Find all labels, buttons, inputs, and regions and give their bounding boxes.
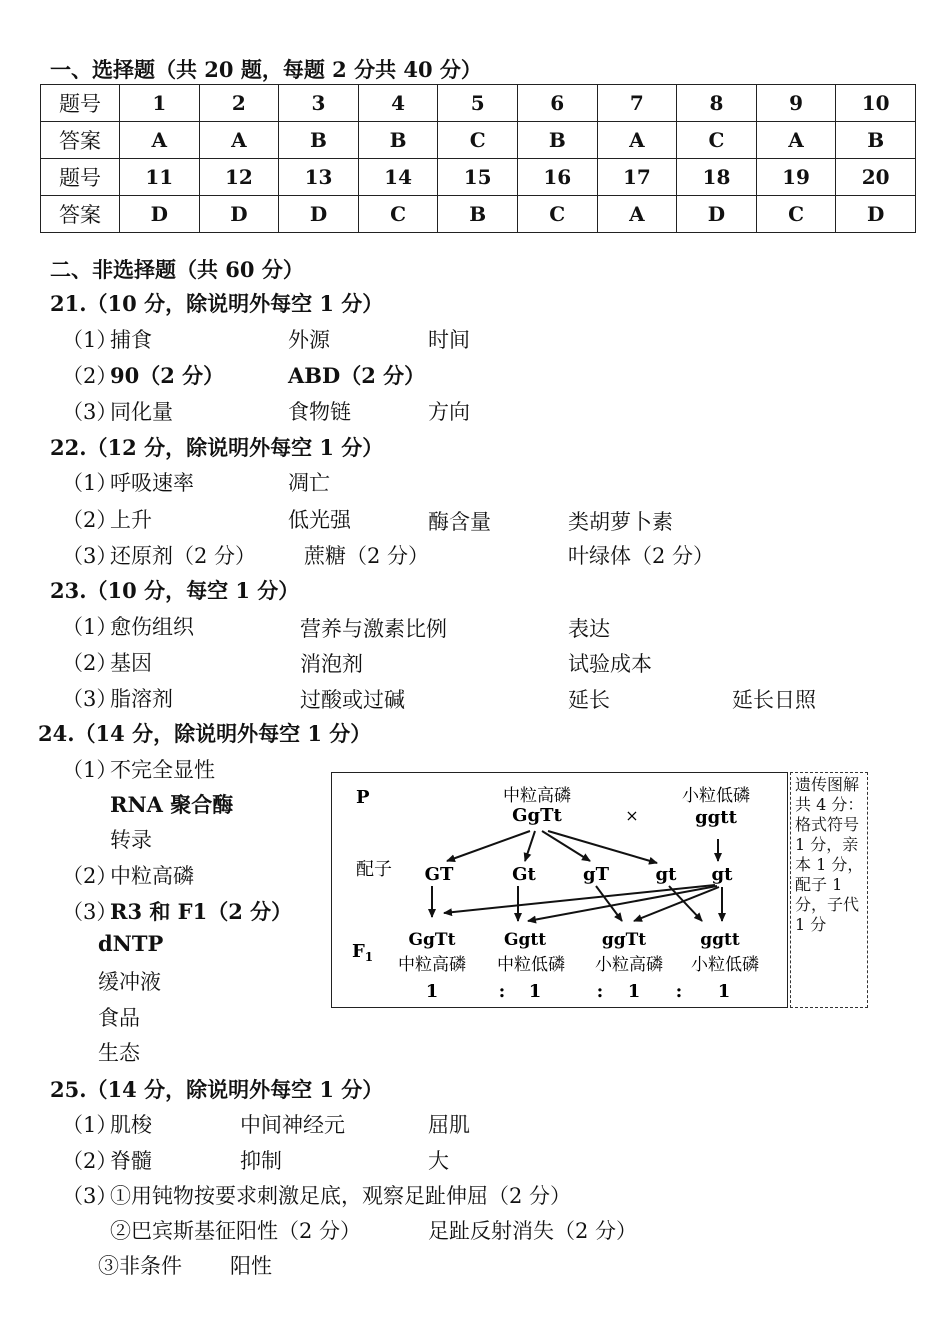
q25-p3-a: ①用钝物按要求刺激足底，观察足趾伸屈（2 分） xyxy=(110,1184,572,1208)
ratio-value: 1 xyxy=(528,981,542,1002)
answer-cell: 19 xyxy=(756,159,836,196)
section1-title: 一、选择题（共 20 题，每题 2 分共 40 分） xyxy=(50,57,482,82)
q23-p1-c: 表达 xyxy=(568,617,610,641)
offspring-genotype: Ggtt xyxy=(503,930,547,950)
grading-note-box xyxy=(790,772,868,1008)
answer-table-row xyxy=(41,122,916,159)
q21-header: 21.（10 分，除说明外每空 1 分） xyxy=(50,291,384,316)
parent1-phenotype: 中粒高磷 xyxy=(503,786,571,806)
q25-p3-num: （3） xyxy=(62,1184,118,1208)
answer-cell: 1 xyxy=(120,85,200,122)
q21-p3-c: 方向 xyxy=(428,400,470,424)
answer-cell: 18 xyxy=(677,159,757,196)
ratio-separator: : xyxy=(596,981,604,1002)
q25-p2-c: 大 xyxy=(428,1149,449,1173)
q22-p2-a: 上升 xyxy=(110,508,152,532)
q21-p1-c: 时间 xyxy=(428,328,470,352)
q22-p2-d: 类胡萝卜素 xyxy=(568,510,673,534)
row-label: 题号 xyxy=(41,85,120,122)
answer-cell: 13 xyxy=(279,159,359,196)
answer-cell: A xyxy=(756,122,836,159)
answer-cell: B xyxy=(438,196,518,233)
answer-cell: D xyxy=(677,196,757,233)
q25-header: 25.（14 分，除说明外每空 1 分） xyxy=(50,1077,384,1102)
q22-p2-num: （2） xyxy=(62,508,118,532)
answer-cell: 20 xyxy=(836,159,916,196)
q23-p3-d: 延长日照 xyxy=(732,688,816,712)
answer-cell: 7 xyxy=(597,85,677,122)
q22-p3-a: 还原剂（2 分） xyxy=(110,544,257,568)
offspring-phenotype: 中粒低磷 xyxy=(497,955,565,975)
q22-p2-b: 低光强 xyxy=(288,508,351,532)
parent1-genotype: GgTt xyxy=(512,805,562,826)
answer-cell: 6 xyxy=(517,85,597,122)
q21-p2-a: 90（2 分） xyxy=(110,363,225,388)
q23-p3-num: （3） xyxy=(62,687,118,711)
answer-cell: 5 xyxy=(438,85,518,122)
answer-table xyxy=(40,84,916,233)
answer-cell: 9 xyxy=(756,85,836,122)
q22-p1-b: 凋亡 xyxy=(288,471,330,495)
q25-p3-e: 阳性 xyxy=(230,1254,272,1278)
q22-p1-a: 呼吸速率 xyxy=(110,471,194,495)
answer-cell: 4 xyxy=(358,85,438,122)
q21-p2-num: （2） xyxy=(62,364,118,388)
answer-cell: A xyxy=(199,122,279,159)
gamete-Gt: Gt xyxy=(512,864,536,885)
answer-cell: 11 xyxy=(120,159,200,196)
gamete-gT: gT xyxy=(583,864,609,885)
answer-cell: B xyxy=(517,122,597,159)
answer-cell: 17 xyxy=(597,159,677,196)
q25-p2-num: （2） xyxy=(62,1149,118,1173)
answer-cell: D xyxy=(199,196,279,233)
q21-p1-b: 外源 xyxy=(288,328,330,352)
q23-p2-num: （2） xyxy=(62,651,118,675)
q23-p1-b: 营养与激素比例 xyxy=(300,617,447,641)
gamete-arrows xyxy=(432,831,722,921)
answer-cell: C xyxy=(677,122,757,159)
q23-p3-b: 过酸或过碱 xyxy=(300,688,405,712)
ratio-value: 1 xyxy=(425,981,439,1002)
q22-p3-b: 蔗糖（2 分） xyxy=(304,544,430,568)
q25-p1-num: （1） xyxy=(62,1113,118,1137)
ratio-separator: : xyxy=(498,981,506,1002)
offspring-phenotype: 小粒低磷 xyxy=(691,955,759,975)
q21-p3-num: （3） xyxy=(62,400,118,424)
q23-p1-num: （1） xyxy=(62,615,118,639)
answer-cell: D xyxy=(836,196,916,233)
section2-title: 二、非选择题（共 60 分） xyxy=(50,257,304,282)
q25-p3-b: ②巴宾斯基征阳性（2 分） xyxy=(110,1219,362,1243)
answer-cell: D xyxy=(120,196,200,233)
offspring-genotype: GgTt xyxy=(408,930,456,950)
q23-header: 23.（10 分，每空 1 分） xyxy=(50,578,300,603)
genetic-diagram-svg xyxy=(332,773,787,1007)
answer-cell: B xyxy=(279,122,359,159)
offspring-phenotype: 中粒高磷 xyxy=(398,955,466,975)
q23-p1-a: 愈伤组织 xyxy=(110,615,194,639)
row-label: 题号 xyxy=(41,159,120,196)
q24-p1-c: 转录 xyxy=(110,828,152,852)
answer-cell: A xyxy=(597,122,677,159)
row-label: 答案 xyxy=(41,196,120,233)
parent2-genotype: ggtt xyxy=(695,807,737,828)
cross-symbol: × xyxy=(625,806,639,825)
genetic-diagram xyxy=(331,772,788,1008)
offspring-phenotype: 小粒高磷 xyxy=(595,955,663,975)
row-label: 答案 xyxy=(41,122,120,159)
q23-p3-c: 延长 xyxy=(568,688,610,712)
q25-p3-d: ③非条件 xyxy=(98,1254,182,1278)
q24-p3-d: 食品 xyxy=(98,1006,140,1030)
gamete-label: 配子 xyxy=(356,859,392,880)
answer-table-row xyxy=(41,85,916,122)
answer-cell: A xyxy=(597,196,677,233)
q25-p1-b: 中间神经元 xyxy=(240,1113,345,1137)
answer-cell: A xyxy=(120,122,200,159)
ratio-value: 1 xyxy=(717,981,731,1002)
q24-p1-a: 不完全显性 xyxy=(110,758,215,782)
answer-cell: 2 xyxy=(199,85,279,122)
ratio-separator: : xyxy=(675,981,683,1002)
q21-p1-num: （1） xyxy=(62,328,118,352)
answer-cell: 15 xyxy=(438,159,518,196)
q24-p3-num: （3） xyxy=(62,900,118,924)
q24-p3-e: 生态 xyxy=(98,1041,140,1065)
q22-p2-c: 酶含量 xyxy=(428,510,491,534)
q23-p2-b: 消泡剂 xyxy=(300,652,363,676)
gamete-gt-2: gt xyxy=(711,864,733,885)
answer-cell: B xyxy=(358,122,438,159)
answer-cell: C xyxy=(438,122,518,159)
q21-p1-a: 捕食 xyxy=(110,328,152,352)
answer-cell: C xyxy=(517,196,597,233)
answer-cell: 14 xyxy=(358,159,438,196)
q24-p1-b: RNA 聚合酶 xyxy=(110,792,234,817)
q21-p3-b: 食物链 xyxy=(288,400,351,424)
q24-p3-a: R3 和 F1（2 分） xyxy=(110,899,293,924)
gamete-gt-1: gt xyxy=(655,864,677,885)
q22-header: 22.（12 分，除说明外每空 1 分） xyxy=(50,435,384,460)
f1-label: $F_1$ xyxy=(352,941,374,964)
answer-cell: B xyxy=(836,122,916,159)
answer-cell: C xyxy=(756,196,836,233)
q24-header: 24.（14 分，除说明外每空 1 分） xyxy=(38,721,372,746)
answer-cell: 12 xyxy=(199,159,279,196)
q23-p2-c: 试验成本 xyxy=(568,652,652,676)
answer-cell: D xyxy=(279,196,359,233)
ratio-value: 1 xyxy=(627,981,641,1002)
q23-p3-a: 脂溶剂 xyxy=(110,687,173,711)
answer-cell: 10 xyxy=(836,85,916,122)
q23-p2-a: 基因 xyxy=(110,651,152,675)
q22-p3-c: 叶绿体（2 分） xyxy=(568,544,715,568)
q25-p1-c: 屈肌 xyxy=(428,1113,470,1137)
grading-note: 遗传图解共 4 分：格式符号 1 分，亲本 1 分，配子 1 分，子代 1 分 xyxy=(795,775,864,934)
q24-p2-num: （2） xyxy=(62,864,118,888)
q22-p1-num: （1） xyxy=(62,471,118,495)
p-label: P xyxy=(356,787,370,808)
q25-p2-a: 脊髓 xyxy=(110,1149,152,1173)
answer-cell: 3 xyxy=(279,85,359,122)
gamete-GT: GT xyxy=(424,864,454,885)
answer-cell: 8 xyxy=(677,85,757,122)
q21-p3-a: 同化量 xyxy=(110,400,173,424)
q22-p3-num: （3） xyxy=(62,544,118,568)
q24-p1-num: （1） xyxy=(62,758,118,782)
q24-p3-c: 缓冲液 xyxy=(98,970,161,994)
offspring-genotype: ggtt xyxy=(700,930,740,950)
q24-p2-a: 中粒高磷 xyxy=(110,864,194,888)
answer-cell: 16 xyxy=(517,159,597,196)
offspring-genotype: ggTt xyxy=(601,930,647,950)
q21-p2-b: ABD（2 分） xyxy=(288,363,426,388)
q25-p1-a: 肌梭 xyxy=(110,1113,152,1137)
q25-p2-b: 抑制 xyxy=(240,1149,282,1173)
answer-table-row xyxy=(41,159,916,196)
parent2-phenotype: 小粒低磷 xyxy=(682,786,750,806)
q24-p3-b: dNTP xyxy=(98,931,164,956)
answer-table-row xyxy=(41,196,916,233)
q25-p3-c: 足趾反射消失（2 分） xyxy=(428,1219,638,1243)
answer-cell: C xyxy=(358,196,438,233)
